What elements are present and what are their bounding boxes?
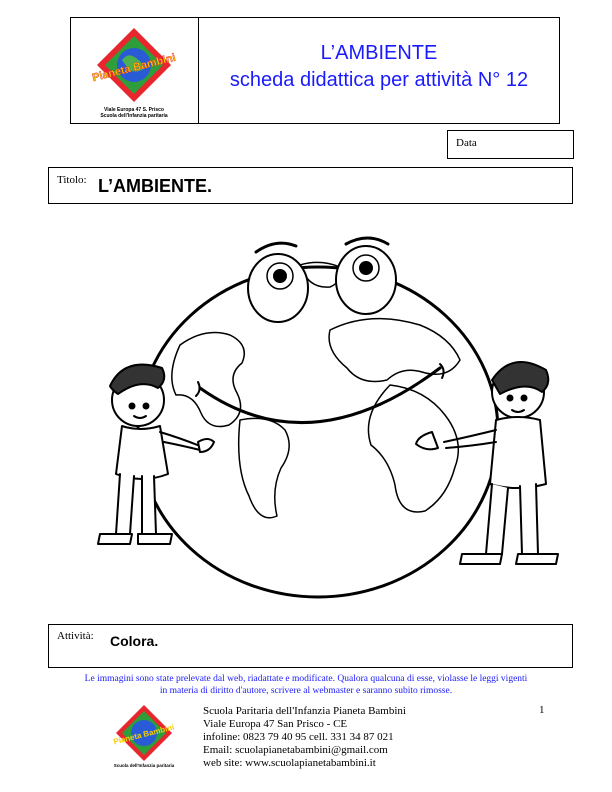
copyright-disclaimer (20, 673, 592, 697)
page-number: 1 (539, 704, 545, 716)
footer-website[interactable]: web site: www.scuolapianetabambini.it (203, 757, 376, 769)
title-label: Titolo: (57, 174, 87, 186)
svg-text:Scuola dell'Infanzia paritaria: Scuola dell'Infanzia paritaria (113, 763, 175, 768)
disclaimer-line-1: Le immagini sono state prelevate dal web, riadattate e modificate. Qualora qualcuna di esse, violasse le leggi vigenti (84, 674, 528, 684)
title-line-1: L’AMBIENTE (320, 42, 438, 64)
activity-label: Attività: (57, 630, 94, 642)
title-field (48, 167, 573, 204)
svg-text:Pianeta Bambini: Pianeta Bambini (112, 722, 176, 747)
page-title (199, 40, 559, 94)
footer-phone: infoline: 0823 79 40 95 cell. 331 34 87 021 (203, 731, 394, 743)
date-label: Data (456, 137, 477, 149)
svg-text:Scuola dell'Infanzia paritaria: Scuola dell'Infanzia paritaria (100, 113, 168, 118)
svg-text:Viale Europa 47 S. Prisco: Viale Europa 47 S. Prisco (104, 107, 164, 113)
date-field[interactable] (447, 130, 574, 159)
disclaimer-line-2: in materia di diritto d'autore, scrivere al webmaster e saranno subito rimosse. (159, 686, 453, 696)
footer-contact (203, 705, 406, 770)
activity-field (48, 624, 573, 668)
pianeta-bambini-logo-icon (77, 24, 192, 118)
header-box (70, 17, 560, 124)
pianeta-bambini-logo-icon (98, 703, 190, 769)
footer-email[interactable]: Email: scuolapianetabambini@gmail.com (203, 744, 388, 756)
footer-logo (98, 703, 190, 769)
earth-with-children-icon (30, 210, 608, 614)
coloring-illustration (30, 210, 608, 614)
activity-value: Colora. (110, 633, 159, 649)
footer-school: Scuola Paritaria dell'Infanzia Pianeta Bambini (203, 705, 406, 717)
title-line-2: scheda didattica per attività N° 12 (229, 69, 529, 91)
school-logo (77, 24, 192, 118)
title-value: L’AMBIENTE. (98, 176, 213, 196)
footer-address: Viale Europa 47 San Prisco - CE (203, 718, 348, 730)
svg-text:Pianeta Bambini: Pianeta Bambini (91, 51, 177, 85)
